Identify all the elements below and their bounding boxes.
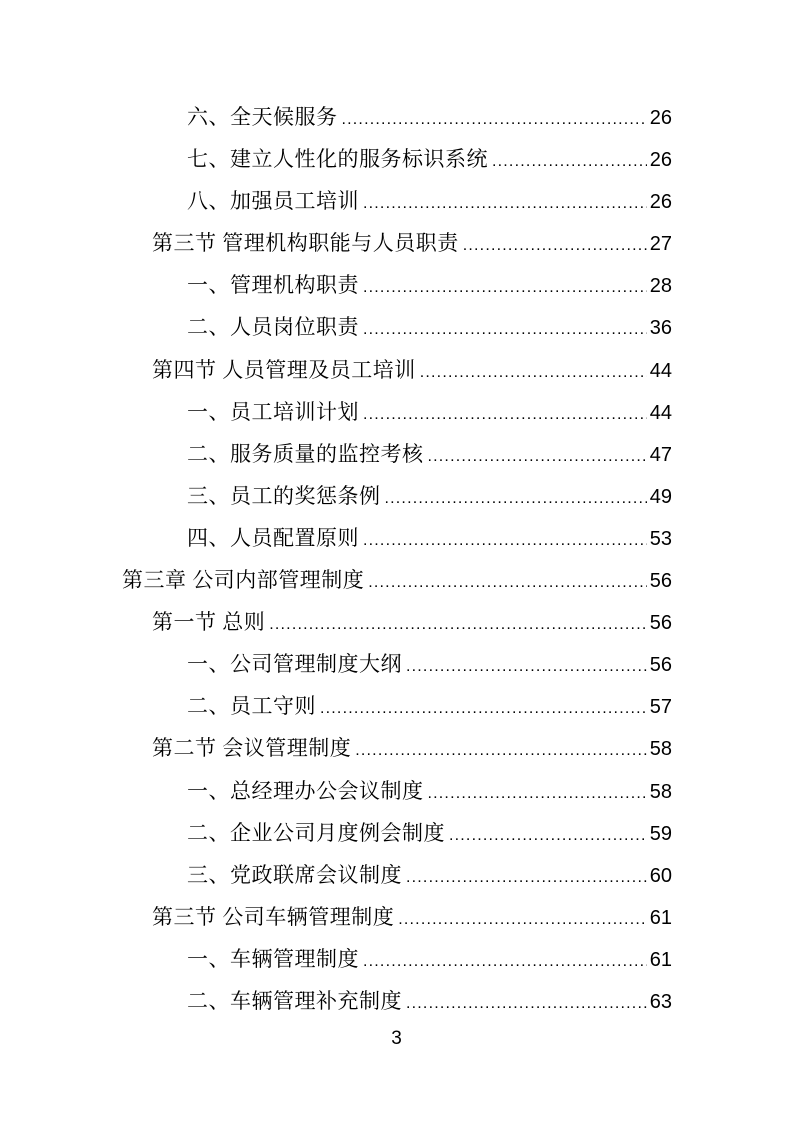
toc-entry-page: 36 xyxy=(649,317,672,340)
toc-entry-page: 49 xyxy=(649,485,672,508)
toc-entry-title: 第三章 公司内部管理制度 xyxy=(122,568,365,593)
toc-entry[interactable] xyxy=(122,391,672,433)
page-footer xyxy=(0,1028,793,1050)
toc-entry-title: 四、人员配置原则 xyxy=(187,525,359,550)
toc-entry[interactable] xyxy=(122,96,672,138)
toc-entry-title: 一、管理机构职责 xyxy=(187,273,359,298)
toc-leader-dots xyxy=(363,183,647,225)
toc-entry-page: 58 xyxy=(649,738,672,761)
toc-entry[interactable] xyxy=(122,559,672,601)
toc-leader-dots xyxy=(398,899,647,941)
toc-entry[interactable] xyxy=(122,770,672,812)
toc-entry[interactable] xyxy=(122,643,672,685)
toc-leader-dots xyxy=(406,857,647,899)
toc-entry[interactable] xyxy=(122,812,672,854)
toc-entry[interactable] xyxy=(122,517,672,559)
toc-leader-dots xyxy=(385,478,647,520)
toc-entry[interactable] xyxy=(122,896,672,938)
toc-leader-dots xyxy=(342,99,647,141)
toc-entry-page: 53 xyxy=(649,527,672,550)
toc-entry-title: 第三节 公司车辆管理制度 xyxy=(152,904,395,929)
toc-entry[interactable] xyxy=(122,349,672,391)
toc-entry-title: 第一节 总则 xyxy=(152,610,266,635)
toc-entry[interactable] xyxy=(122,138,672,180)
toc-entry-page: 56 xyxy=(649,570,672,593)
toc-entry-title: 一、总经理办公会议制度 xyxy=(187,778,424,803)
toc-entry[interactable] xyxy=(122,938,672,980)
toc-leader-dots xyxy=(492,141,647,183)
toc-entry[interactable] xyxy=(122,854,672,896)
toc-entry-title: 二、人员岗位职责 xyxy=(187,315,359,340)
toc-entry-title: 六、全天候服务 xyxy=(187,105,338,129)
toc-entry-title: 第四节 人员管理及员工培训 xyxy=(152,357,416,382)
toc-leader-dots xyxy=(428,436,647,478)
table-of-contents xyxy=(122,96,672,1022)
toc-entry-page: 61 xyxy=(649,948,672,971)
toc-entry-page: 60 xyxy=(649,864,672,887)
toc-entry-page: 56 xyxy=(649,654,672,677)
toc-entry-page: 44 xyxy=(649,359,672,382)
toc-entry-title: 二、车辆管理补充制度 xyxy=(187,988,402,1013)
toc-leader-dots xyxy=(363,309,647,351)
toc-entry[interactable] xyxy=(122,475,672,517)
toc-entry[interactable] xyxy=(122,433,672,475)
toc-entry-page: 63 xyxy=(649,990,672,1013)
toc-leader-dots xyxy=(449,815,647,857)
toc-entry-page: 28 xyxy=(649,275,672,298)
toc-entry-page: 27 xyxy=(649,233,672,256)
toc-entry-title: 一、员工培训计划 xyxy=(187,399,359,424)
toc-entry[interactable] xyxy=(122,727,672,769)
toc-leader-dots xyxy=(363,520,647,562)
toc-entry-title: 二、服务质量的监控考核 xyxy=(187,441,424,466)
toc-entry-title: 第三节 管理机构职能与人员职责 xyxy=(152,231,459,256)
toc-entry-page: 59 xyxy=(649,822,672,845)
toc-entry-page: 44 xyxy=(649,401,672,424)
toc-entry-title: 三、员工的奖惩条例 xyxy=(187,483,381,508)
toc-entry-page: 61 xyxy=(649,906,672,929)
toc-leader-dots xyxy=(420,352,647,394)
toc-entry-page: 58 xyxy=(649,780,672,803)
toc-entry-title: 三、党政联席会议制度 xyxy=(187,862,402,887)
toc-leader-dots xyxy=(363,941,647,983)
toc-leader-dots xyxy=(428,773,647,815)
toc-entry[interactable] xyxy=(122,306,672,348)
footer-page-number: 3 xyxy=(391,1028,402,1049)
toc-leader-dots xyxy=(463,225,647,267)
toc-entry-page: 26 xyxy=(649,149,672,172)
toc-leader-dots xyxy=(363,267,647,309)
toc-entry[interactable] xyxy=(122,685,672,727)
toc-entry-title: 七、建立人性化的服务标识系统 xyxy=(187,147,488,172)
toc-entry-title: 二、员工守则 xyxy=(187,694,316,719)
toc-entry-title: 一、车辆管理制度 xyxy=(187,946,359,971)
toc-entry-page: 47 xyxy=(649,443,672,466)
toc-leader-dots xyxy=(355,730,647,772)
toc-entry[interactable] xyxy=(122,180,672,222)
toc-leader-dots xyxy=(406,983,647,1025)
toc-entry[interactable] xyxy=(122,222,672,264)
toc-leader-dots xyxy=(368,562,647,604)
toc-entry[interactable] xyxy=(122,264,672,306)
toc-entry-title: 第二节 会议管理制度 xyxy=(152,736,352,761)
toc-entry-page: 56 xyxy=(649,612,672,635)
toc-leader-dots xyxy=(363,394,647,436)
toc-leader-dots xyxy=(269,604,647,646)
toc-entry[interactable] xyxy=(122,980,672,1022)
toc-entry-title: 八、加强员工培训 xyxy=(187,189,359,214)
toc-entry-title: 二、企业公司月度例会制度 xyxy=(187,820,445,845)
toc-entry[interactable] xyxy=(122,601,672,643)
toc-leader-dots xyxy=(320,688,647,730)
toc-entry-page: 26 xyxy=(649,191,672,214)
toc-entry-page: 57 xyxy=(649,696,672,719)
toc-entry-title: 一、公司管理制度大纲 xyxy=(187,652,402,677)
toc-leader-dots xyxy=(406,646,647,688)
toc-entry-page: 26 xyxy=(649,107,672,129)
